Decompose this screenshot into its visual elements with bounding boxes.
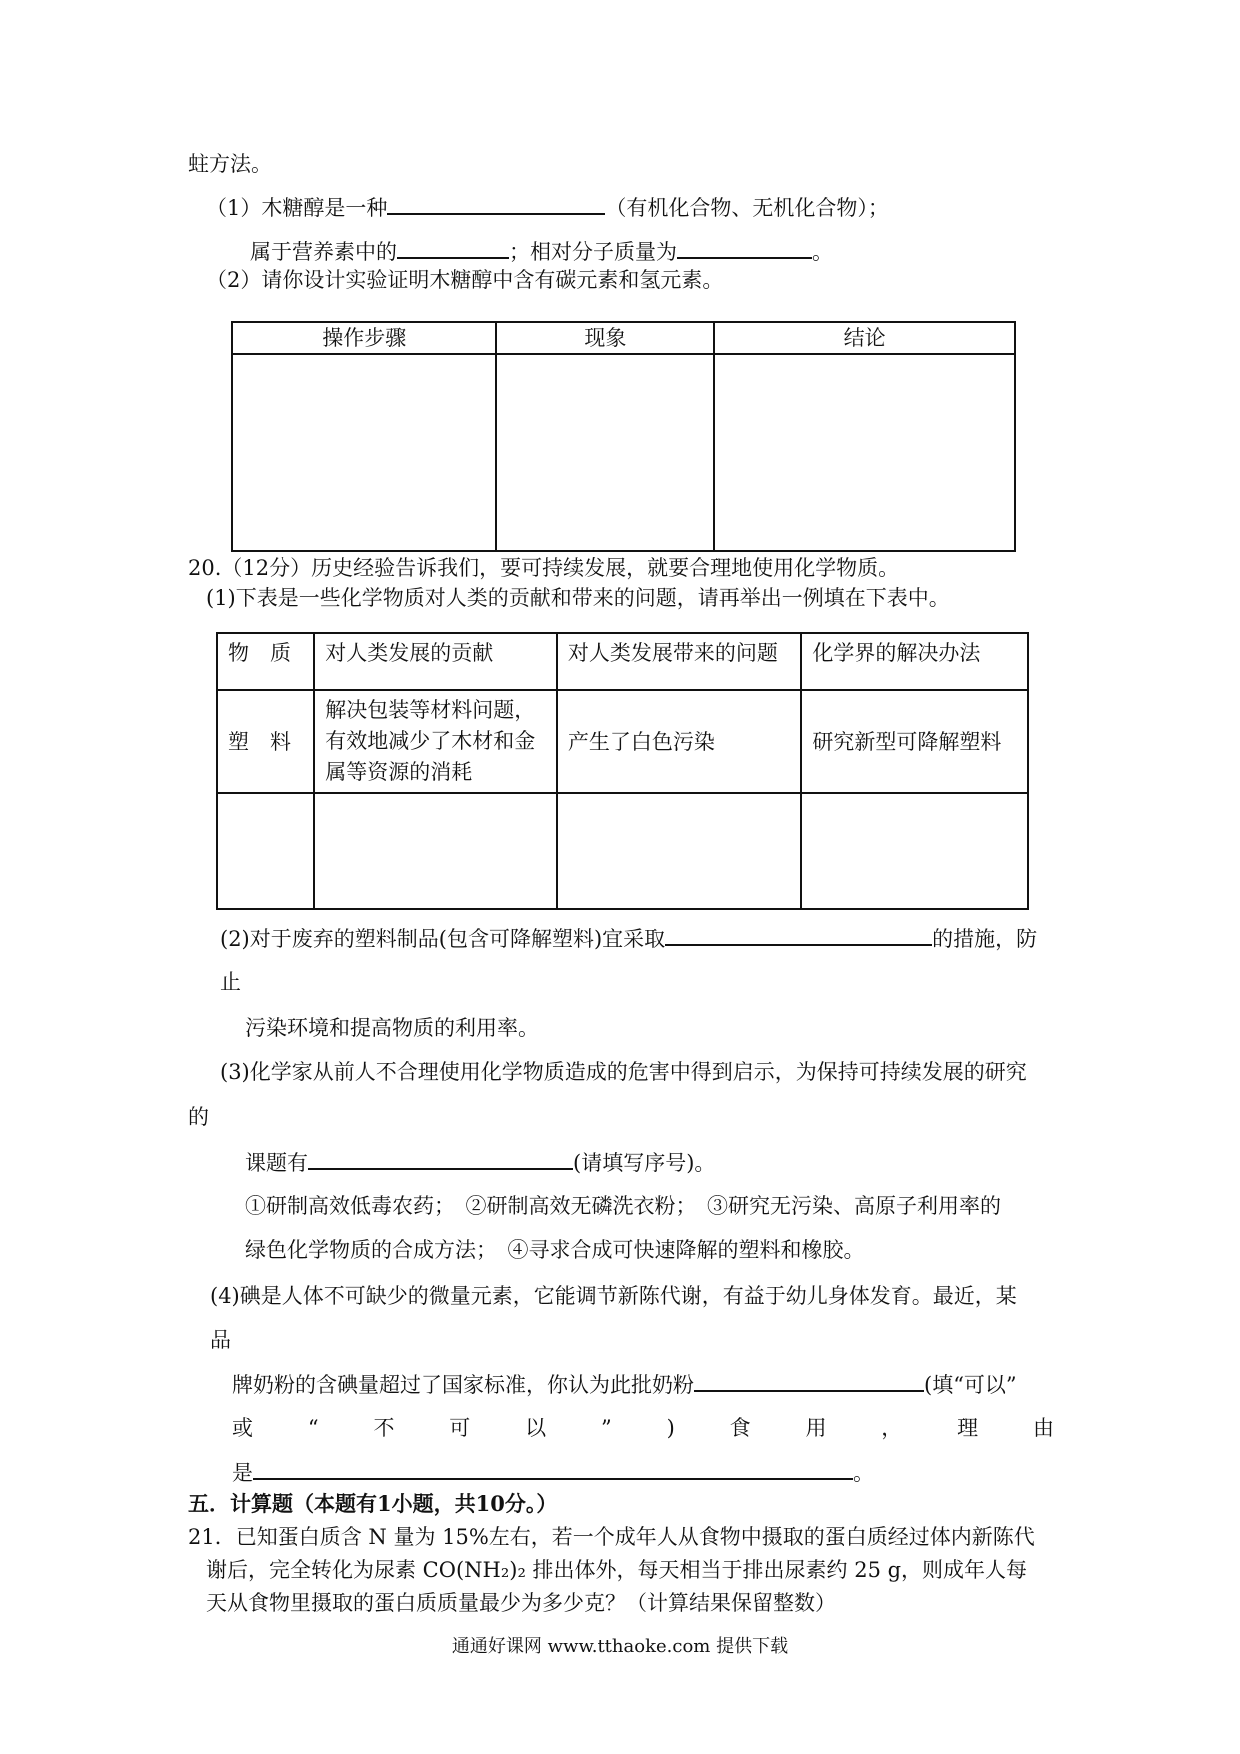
spaced-char: 或 — [232, 1416, 253, 1440]
spaced-char: “ — [307, 1416, 319, 1440]
q20-part3b — [245, 1148, 715, 1177]
q20-part4c — [232, 1414, 1054, 1442]
experiment-table — [231, 321, 1016, 552]
q20-part3b-suffix: (请填写序号)。 — [573, 1151, 716, 1175]
table-cell-solution: 研究新型可降解塑料 — [801, 690, 1028, 793]
spaced-char: ” — [600, 1416, 612, 1440]
answer-cell[interactable] — [801, 793, 1028, 909]
q20-part2-wrap: 止 — [220, 970, 241, 994]
answer-blank[interactable] — [387, 193, 605, 215]
table-header: 对人类发展带来的问题 — [557, 633, 802, 690]
table-cell-problem: 产生了白色污染 — [557, 690, 802, 793]
q20-part2-cont: 污染环境和提高物质的利用率。 — [245, 1016, 539, 1040]
q21-line2: 谢后，完全转化为尿素 CO(NH₂)₂ 排出体外，每天相当于排出尿素约 25 g，则成年人每 — [206, 1558, 1028, 1582]
q21-line1: 21．已知蛋白质含 N 量为 15%左右，若一个成年人从食物中摄取的蛋白质经过体内新陈代 — [188, 1525, 1035, 1549]
q19-part1b-mid: ；相对分子质量为 — [509, 240, 677, 264]
q20-title: 20.（12分）历史经验告诉我们，要可持续发展，就要合理地使用化学物质。 — [188, 556, 900, 580]
table-cell-substance: 塑 料 — [217, 690, 314, 793]
table-header: 现象 — [496, 322, 714, 354]
spaced-char: 不 — [373, 1416, 395, 1440]
q19-part2: （2）请你设计实验证明木糖醇中含有碳元素和氢元素。 — [206, 268, 724, 292]
spaced-char: 理 — [957, 1416, 979, 1440]
q20-part4: (4)碘是人体不可缺少的微量元素，它能调节新陈代谢，有益于幼儿身体发育。最近，某 — [210, 1284, 1017, 1308]
answer-cell[interactable] — [217, 793, 314, 909]
q20-part3-wrap: 的 — [188, 1105, 209, 1129]
q20-part2-suffix: 的措施，防 — [932, 927, 1038, 951]
q20-part4d-prefix: 是 — [232, 1461, 253, 1485]
q20-part2-prefix: (2)对于废弃的塑料制品(包含可降解塑料)宜采取 — [220, 927, 666, 951]
answer-blank[interactable] — [397, 237, 509, 259]
q19-part1-prefix: （1）木糖醇是一种 — [206, 196, 388, 220]
q20-part3-option-line1: ①研制高效低毒农药； ②研制高效无磷洗衣粉； ③研究无污染、高原子利用率的 — [245, 1194, 1001, 1218]
spaced-char: 可 — [449, 1416, 471, 1440]
q21-line3: 天从食物里摄取的蛋白质质量最少为多少克？（计算结果保留整数） — [206, 1591, 836, 1615]
q20-part1: (1)下表是一些化学物质对人类的贡献和带来的问题，请再举出一例填在下表中。 — [206, 586, 950, 610]
answer-blank[interactable] — [694, 1370, 924, 1392]
q19-part1-options: （有机化合物、无机化合物）； — [605, 196, 889, 220]
answer-cell[interactable] — [314, 793, 557, 909]
table-cell-contribution — [314, 690, 557, 793]
q20-part2 — [220, 924, 1037, 953]
answer-blank[interactable] — [665, 924, 932, 946]
q20-part4d-suffix: 。 — [853, 1461, 874, 1485]
answer-blank[interactable] — [308, 1148, 573, 1170]
q20-part4b-prefix: 牌奶粉的含碘量超过了国家标准，你认为此批奶粉 — [232, 1373, 694, 1397]
q20-part3: (3)化学家从前人不合理使用化学物质造成的危害中得到启示，为保持可持续发展的研究 — [220, 1060, 1027, 1084]
answer-cell[interactable] — [557, 793, 802, 909]
contribution-line: 解决包装等材料问题， — [325, 698, 536, 722]
answer-blank[interactable] — [253, 1458, 853, 1480]
intro-tail: 蛀方法。 — [188, 152, 272, 176]
spaced-char: ) — [666, 1416, 675, 1440]
q20-part4-wrap: 品 — [210, 1328, 231, 1352]
contribution-line: 有效地减少了木材和金 — [325, 729, 536, 753]
q19-part1 — [206, 193, 889, 222]
answer-cell[interactable] — [232, 354, 496, 551]
answer-cell[interactable] — [496, 354, 714, 551]
spaced-char: ， — [881, 1416, 903, 1440]
q19-part1b-end: 。 — [812, 240, 833, 264]
q19-part1b — [250, 237, 833, 266]
q20-part3b-prefix: 课题有 — [245, 1151, 308, 1175]
q20-part4b — [232, 1370, 1017, 1399]
spaced-char: 以 — [525, 1416, 547, 1440]
table-header: 对人类发展的贡献 — [314, 633, 557, 690]
q19-part1b-prefix: 属于营养素中的 — [250, 240, 397, 264]
q20-part3-option-line2: 绿色化学物质的合成方法； ④寻求合成可快速降解的塑料和橡胶。 — [245, 1238, 865, 1262]
table-header: 物 质 — [217, 633, 314, 690]
spaced-char: 用 — [805, 1416, 827, 1440]
contribution-line: 属等资源的消耗 — [325, 760, 473, 784]
chemistry-contribution-table — [216, 632, 1029, 910]
page-footer: 通通好课网 www.tthaoke.com 提供下载 — [451, 1636, 789, 1657]
section-heading: 五．计算题（本题有1小题，共10分。） — [188, 1491, 558, 1516]
answer-blank[interactable] — [677, 237, 812, 259]
q20-part4d — [232, 1458, 874, 1487]
table-header: 操作步骤 — [232, 322, 496, 354]
spaced-char: 由 — [1032, 1416, 1054, 1440]
answer-cell[interactable] — [714, 354, 1015, 551]
table-header: 结论 — [714, 322, 1015, 354]
q20-part4b-suffix: (填“可以” — [924, 1373, 1017, 1397]
spaced-char: 食 — [729, 1416, 751, 1440]
table-header: 化学界的解决办法 — [801, 633, 1028, 690]
